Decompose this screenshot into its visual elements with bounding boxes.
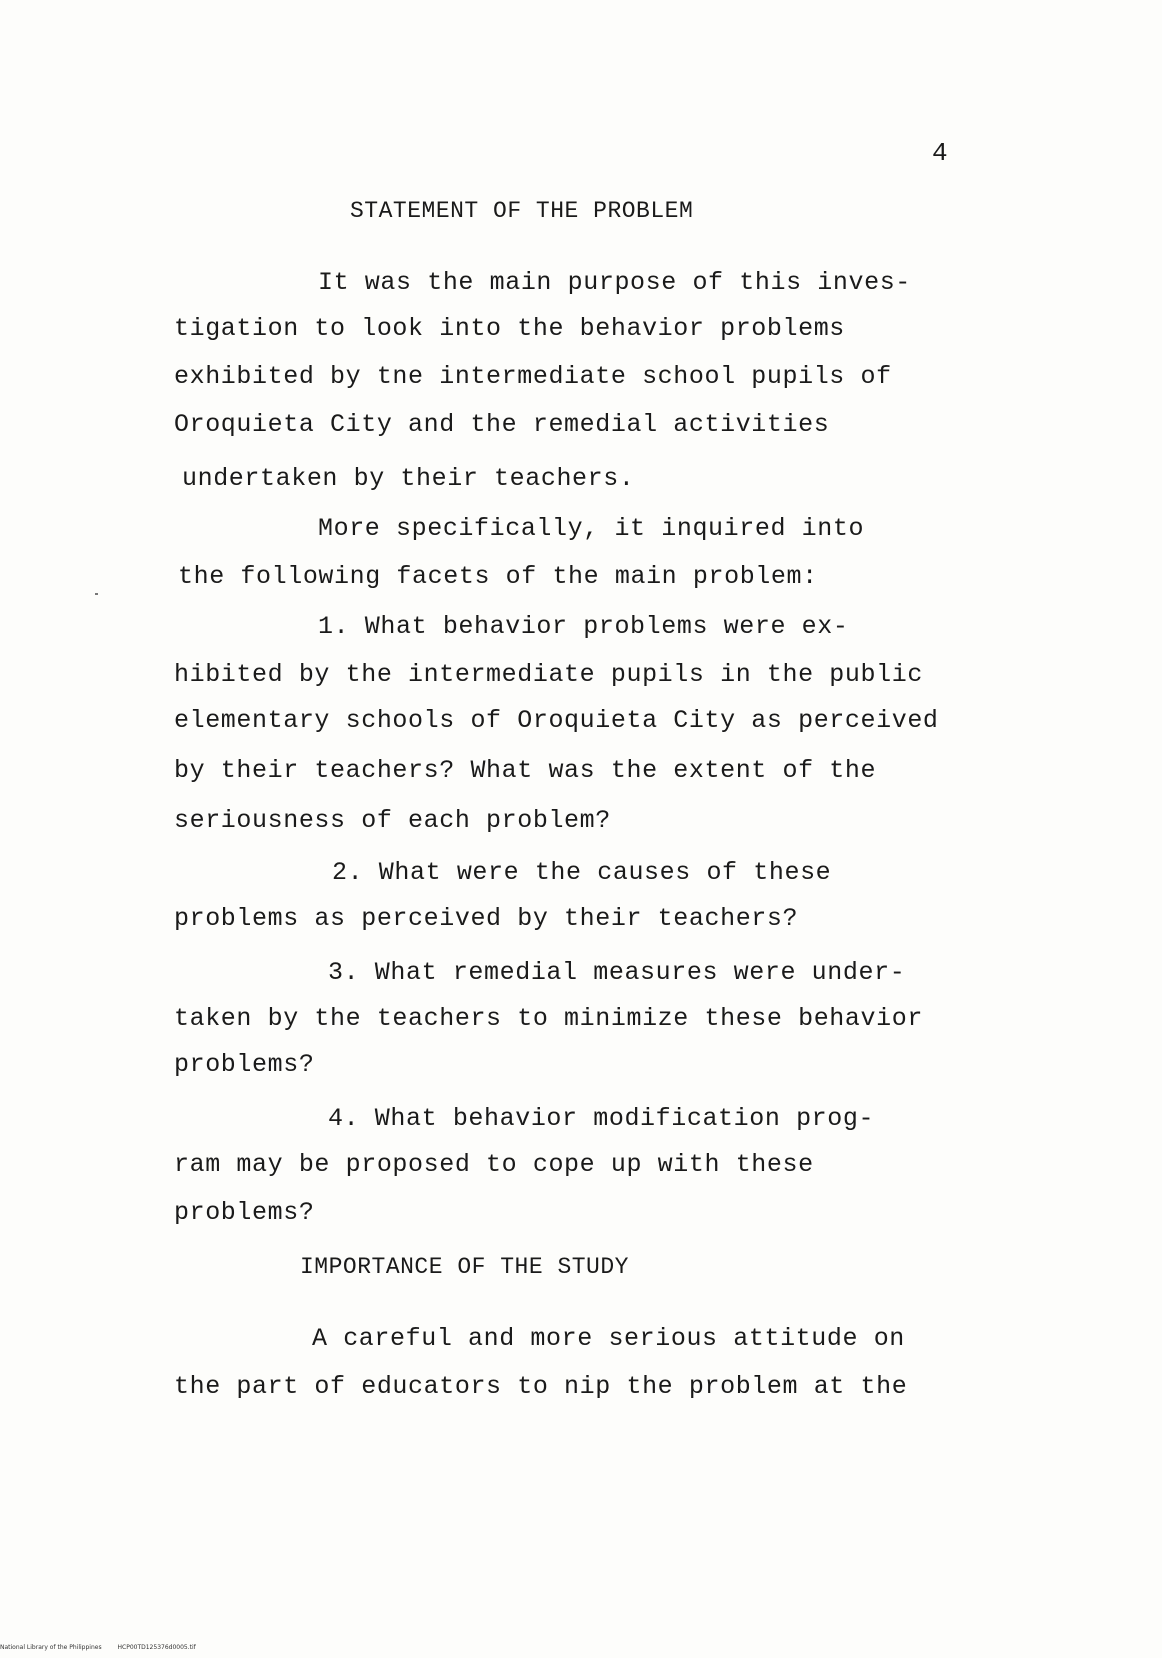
list-item-line: 2. What were the causes of these: [332, 858, 832, 887]
section-heading-statement: STATEMENT OF THE PROBLEM: [350, 198, 694, 224]
list-item-line: elementary schools of Oroquieta City as perceived: [174, 706, 939, 735]
list-item-line: by their teachers? What was the extent of the: [174, 756, 877, 785]
text-line: undertaken by their teachers.: [182, 464, 635, 493]
section-heading-importance: IMPORTANCE OF THE STUDY: [300, 1254, 629, 1280]
list-item-line: problems?: [174, 1050, 315, 1079]
text-line: exhibited by tne intermediate school pupils of: [174, 362, 892, 391]
list-item-line: seriousness of each problem?: [174, 806, 611, 835]
text-line: tigation to look into the behavior problems: [174, 314, 845, 343]
scan-footer: [0, 1644, 210, 1651]
text-line: the following facets of the main problem:: [178, 562, 818, 591]
text-line: More specifically, it inquired into: [318, 514, 865, 543]
list-item-line: hibited by the intermediate pupils in the public: [174, 660, 923, 689]
list-item-line: taken by the teachers to minimize these behavior: [174, 1004, 923, 1033]
list-item-line: 4. What behavior modification prog-: [328, 1104, 875, 1133]
list-item-line: 3. What remedial measures were under-: [328, 958, 906, 987]
list-item-line: ram may be proposed to cope up with these: [174, 1150, 814, 1179]
list-item-line: problems as perceived by their teachers?: [174, 904, 799, 933]
page-number: 4: [932, 138, 948, 168]
list-item-line: 1. What behavior problems were ex-: [318, 612, 849, 641]
text-line: A careful and more serious attitude on: [312, 1324, 905, 1353]
text-line: the part of educators to nip the problem at the: [174, 1372, 908, 1401]
list-item-line: problems?: [174, 1198, 315, 1227]
text-line: It was the main purpose of this inves-: [318, 268, 911, 297]
scan-speck: [95, 593, 98, 595]
footer-code: HCP00TD125376d0005.tif: [117, 1644, 196, 1651]
text-line: Oroquieta City and the remedial activities: [174, 410, 830, 439]
footer-library: National Library of the Philippines: [0, 1644, 102, 1651]
